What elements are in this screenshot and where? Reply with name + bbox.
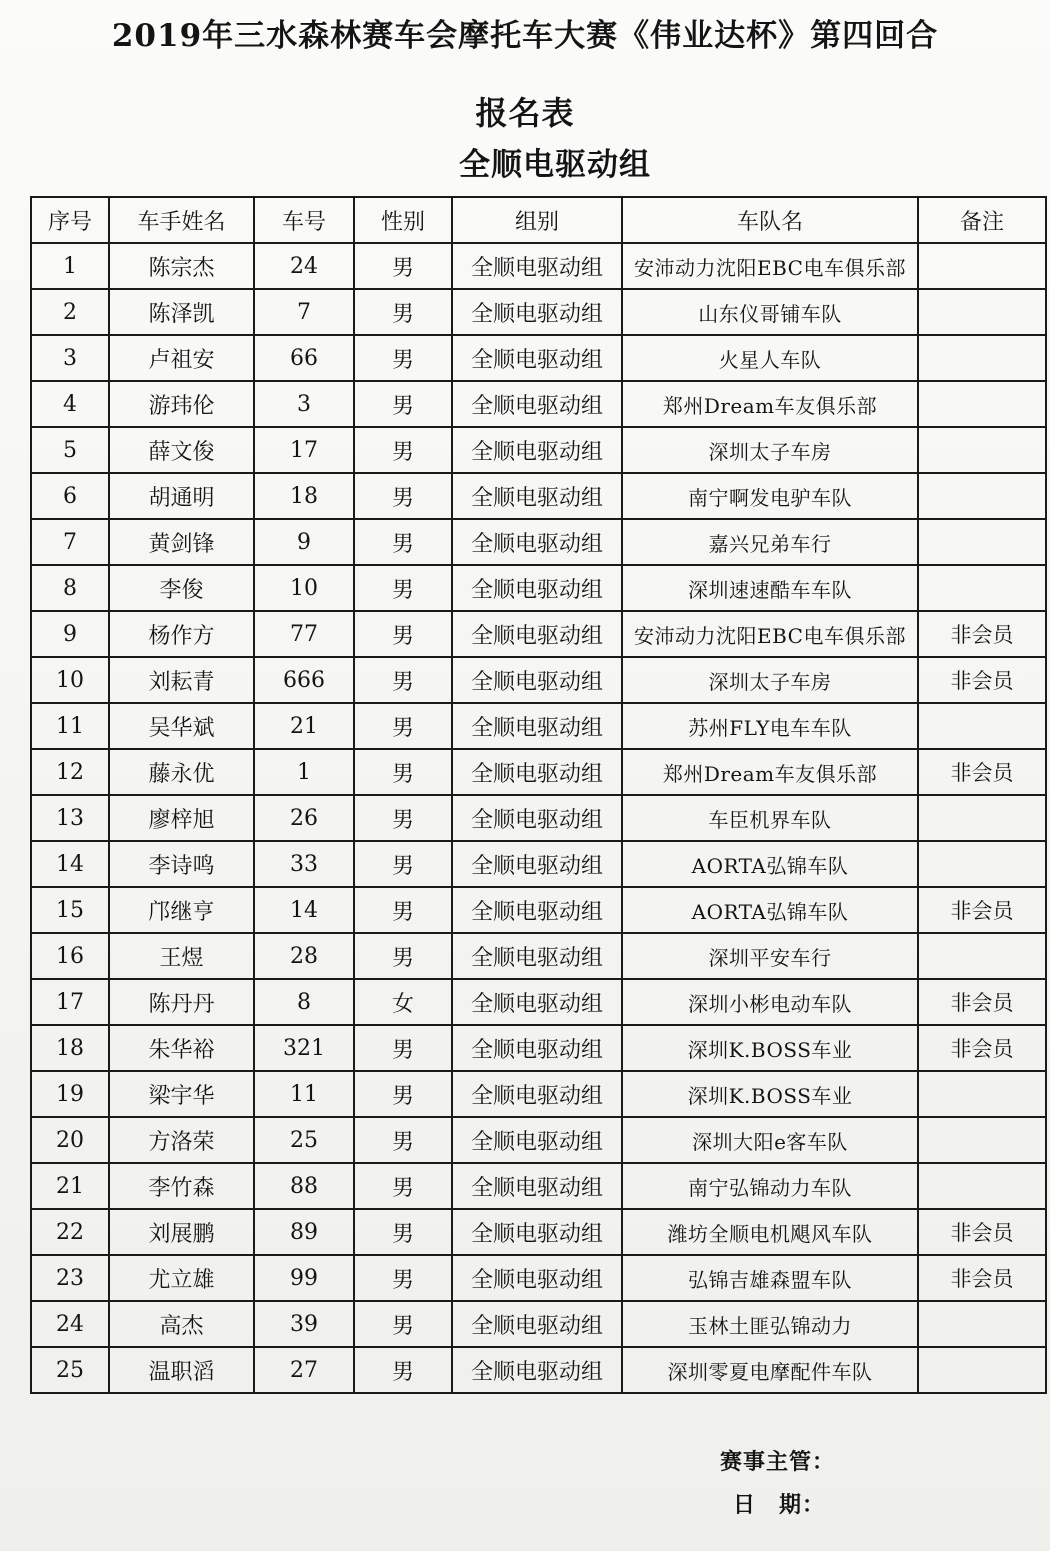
table-row [31, 749, 1046, 795]
cell-team: AORTA弘锦车队 [622, 887, 918, 933]
cell-team: 深圳大阳e客车队 [622, 1117, 918, 1163]
cell-name: 方洛荣 [109, 1117, 254, 1163]
cell-team: 安沛动力沈阳EBC电车俱乐部 [622, 243, 918, 289]
cell-name: 梁宇华 [109, 1071, 254, 1117]
cell-index: 11 [31, 703, 109, 749]
cell-gender: 男 [354, 657, 452, 703]
header-remark: 备注 [918, 197, 1046, 243]
cell-index: 5 [31, 427, 109, 473]
cell-number: 26 [254, 795, 354, 841]
cell-number: 14 [254, 887, 354, 933]
cell-gender: 男 [354, 749, 452, 795]
cell-team: 深圳小彬电动车队 [622, 979, 918, 1025]
cell-group: 全顺电驱动组 [452, 657, 622, 703]
cell-name: 黄剑锋 [109, 519, 254, 565]
cell-name: 邝继亨 [109, 887, 254, 933]
cell-index: 16 [31, 933, 109, 979]
header-index: 序号 [31, 197, 109, 243]
table-row [31, 611, 1046, 657]
cell-team: 郑州Dream车友俱乐部 [622, 381, 918, 427]
cell-group: 全顺电驱动组 [452, 243, 622, 289]
cell-group: 全顺电驱动组 [452, 335, 622, 381]
cell-remark: 非会员 [918, 1209, 1046, 1255]
cell-team: 火星人车队 [622, 335, 918, 381]
cell-name: 廖梓旭 [109, 795, 254, 841]
cell-gender: 男 [354, 381, 452, 427]
cell-group: 全顺电驱动组 [452, 1025, 622, 1071]
cell-remark: 非会员 [918, 611, 1046, 657]
cell-group: 全顺电驱动组 [452, 289, 622, 335]
table-row [31, 933, 1046, 979]
cell-group: 全顺电驱动组 [452, 703, 622, 749]
cell-number: 1 [254, 749, 354, 795]
cell-index: 2 [31, 289, 109, 335]
cell-gender: 男 [354, 795, 452, 841]
table-row [31, 841, 1046, 887]
cell-index: 1 [31, 243, 109, 289]
cell-number: 39 [254, 1301, 354, 1347]
table-row [31, 1209, 1046, 1255]
cell-gender: 男 [354, 335, 452, 381]
header-group: 组别 [452, 197, 622, 243]
cell-group: 全顺电驱动组 [452, 1163, 622, 1209]
cell-index: 7 [31, 519, 109, 565]
cell-remark [918, 933, 1046, 979]
table-row [31, 1071, 1046, 1117]
cell-group: 全顺电驱动组 [452, 611, 622, 657]
cell-name: 尤立雄 [109, 1255, 254, 1301]
cell-team: 深圳K.BOSS车业 [622, 1025, 918, 1071]
cell-group: 全顺电驱动组 [452, 565, 622, 611]
table-row [31, 887, 1046, 933]
cell-remark: 非会员 [918, 979, 1046, 1025]
cell-group: 全顺电驱动组 [452, 1071, 622, 1117]
cell-index: 9 [31, 611, 109, 657]
header-name: 车手姓名 [109, 197, 254, 243]
cell-team: 南宁啊发电驴车队 [622, 473, 918, 519]
header-gender: 性别 [354, 197, 452, 243]
cell-name: 王煜 [109, 933, 254, 979]
cell-remark [918, 1117, 1046, 1163]
cell-remark [918, 335, 1046, 381]
table-row [31, 1347, 1046, 1393]
cell-number: 10 [254, 565, 354, 611]
cell-number: 89 [254, 1209, 354, 1255]
cell-number: 666 [254, 657, 354, 703]
cell-index: 19 [31, 1071, 109, 1117]
cell-index: 13 [31, 795, 109, 841]
table-header-row [31, 197, 1046, 243]
cell-name: 陈泽凯 [109, 289, 254, 335]
cell-remark [918, 289, 1046, 335]
cell-team: 深圳K.BOSS车业 [622, 1071, 918, 1117]
cell-group: 全顺电驱动组 [452, 1301, 622, 1347]
cell-number: 17 [254, 427, 354, 473]
cell-remark [918, 703, 1046, 749]
table-row [31, 519, 1046, 565]
cell-remark [918, 1163, 1046, 1209]
cell-group: 全顺电驱动组 [452, 749, 622, 795]
cell-remark [918, 473, 1046, 519]
cell-number: 27 [254, 1347, 354, 1393]
cell-group: 全顺电驱动组 [452, 1117, 622, 1163]
cell-group: 全顺电驱动组 [452, 887, 622, 933]
cell-gender: 男 [354, 1071, 452, 1117]
cell-name: 胡通明 [109, 473, 254, 519]
cell-team: 玉林土匪弘锦动力 [622, 1301, 918, 1347]
registration-table [30, 196, 1047, 1394]
table-row [31, 1025, 1046, 1071]
cell-name: 陈宗杰 [109, 243, 254, 289]
cell-group: 全顺电驱动组 [452, 427, 622, 473]
cell-name: 刘耘青 [109, 657, 254, 703]
group-title: 全顺电驱动组 [459, 147, 651, 183]
cell-gender: 男 [354, 1301, 452, 1347]
table-row [31, 657, 1046, 703]
cell-group: 全顺电驱动组 [452, 1255, 622, 1301]
cell-index: 12 [31, 749, 109, 795]
cell-gender: 男 [354, 289, 452, 335]
cell-team: 郑州Dream车友俱乐部 [622, 749, 918, 795]
cell-index: 17 [31, 979, 109, 1025]
cell-index: 18 [31, 1025, 109, 1071]
cell-name: 杨作方 [109, 611, 254, 657]
cell-name: 李俊 [109, 565, 254, 611]
cell-group: 全顺电驱动组 [452, 933, 622, 979]
cell-name: 李诗鸣 [109, 841, 254, 887]
cell-remark [918, 1301, 1046, 1347]
cell-gender: 女 [354, 979, 452, 1025]
cell-index: 21 [31, 1163, 109, 1209]
cell-number: 11 [254, 1071, 354, 1117]
table-row [31, 795, 1046, 841]
cell-name: 陈丹丹 [109, 979, 254, 1025]
header-team: 车队名 [622, 197, 918, 243]
cell-gender: 男 [354, 1117, 452, 1163]
cell-number: 21 [254, 703, 354, 749]
cell-index: 20 [31, 1117, 109, 1163]
cell-gender: 男 [354, 1347, 452, 1393]
cell-index: 3 [31, 335, 109, 381]
cell-number: 88 [254, 1163, 354, 1209]
cell-group: 全顺电驱动组 [452, 795, 622, 841]
cell-index: 6 [31, 473, 109, 519]
cell-name: 藤永优 [109, 749, 254, 795]
cell-index: 4 [31, 381, 109, 427]
cell-gender: 男 [354, 703, 452, 749]
cell-team: 南宁弘锦动力车队 [622, 1163, 918, 1209]
cell-name: 刘展鹏 [109, 1209, 254, 1255]
table-row [31, 979, 1046, 1025]
cell-remark: 非会员 [918, 1255, 1046, 1301]
cell-team: 深圳太子车房 [622, 427, 918, 473]
cell-number: 3 [254, 381, 354, 427]
cell-index: 10 [31, 657, 109, 703]
cell-gender: 男 [354, 611, 452, 657]
table-body [31, 243, 1046, 1393]
page-title: 2019年三水森林赛车会摩托车大赛《伟业达杯》第四回合 [111, 18, 939, 54]
cell-remark [918, 381, 1046, 427]
cell-index: 25 [31, 1347, 109, 1393]
table-row [31, 243, 1046, 289]
cell-index: 23 [31, 1255, 109, 1301]
cell-name: 温职滔 [109, 1347, 254, 1393]
cell-remark: 非会员 [918, 887, 1046, 933]
cell-gender: 男 [354, 933, 452, 979]
cell-remark [918, 519, 1046, 565]
supervisor-label: 赛事主管： [720, 1449, 836, 1475]
cell-gender: 男 [354, 427, 452, 473]
cell-gender: 男 [354, 1255, 452, 1301]
cell-remark [918, 1071, 1046, 1117]
cell-team: 弘锦吉雄森盟车队 [622, 1255, 918, 1301]
cell-remark [918, 841, 1046, 887]
cell-group: 全顺电驱动组 [452, 841, 622, 887]
cell-team: AORTA弘锦车队 [622, 841, 918, 887]
cell-number: 99 [254, 1255, 354, 1301]
cell-gender: 男 [354, 841, 452, 887]
cell-group: 全顺电驱动组 [452, 1209, 622, 1255]
cell-number: 321 [254, 1025, 354, 1071]
cell-number: 8 [254, 979, 354, 1025]
cell-remark: 非会员 [918, 657, 1046, 703]
cell-number: 28 [254, 933, 354, 979]
cell-team: 山东仪哥铺车队 [622, 289, 918, 335]
header-number: 车号 [254, 197, 354, 243]
table-row [31, 565, 1046, 611]
cell-name: 吴华斌 [109, 703, 254, 749]
cell-gender: 男 [354, 519, 452, 565]
cell-number: 77 [254, 611, 354, 657]
cell-index: 14 [31, 841, 109, 887]
cell-gender: 男 [354, 1163, 452, 1209]
table-row [31, 1301, 1046, 1347]
cell-team: 深圳平安车行 [622, 933, 918, 979]
cell-team: 安沛动力沈阳EBC电车俱乐部 [622, 611, 918, 657]
cell-index: 8 [31, 565, 109, 611]
date-label: 日 期： [733, 1492, 826, 1518]
cell-team: 嘉兴兄弟车行 [622, 519, 918, 565]
cell-index: 24 [31, 1301, 109, 1347]
cell-gender: 男 [354, 473, 452, 519]
cell-group: 全顺电驱动组 [452, 381, 622, 427]
cell-name: 游玮伦 [109, 381, 254, 427]
table-row [31, 335, 1046, 381]
table-row [31, 703, 1046, 749]
cell-index: 15 [31, 887, 109, 933]
cell-group: 全顺电驱动组 [452, 519, 622, 565]
cell-name: 李竹森 [109, 1163, 254, 1209]
cell-gender: 男 [354, 565, 452, 611]
table-row [31, 473, 1046, 519]
cell-name: 薛文俊 [109, 427, 254, 473]
cell-gender: 男 [354, 1025, 452, 1071]
form-title: 报名表 [475, 94, 575, 132]
cell-index: 22 [31, 1209, 109, 1255]
cell-name: 朱华裕 [109, 1025, 254, 1071]
cell-remark [918, 427, 1046, 473]
cell-remark [918, 1347, 1046, 1393]
table-row [31, 1163, 1046, 1209]
cell-team: 深圳速速酷车车队 [622, 565, 918, 611]
table-row [31, 289, 1046, 335]
cell-group: 全顺电驱动组 [452, 979, 622, 1025]
cell-group: 全顺电驱动组 [452, 1347, 622, 1393]
table-row [31, 427, 1046, 473]
table-row [31, 381, 1046, 427]
cell-remark [918, 565, 1046, 611]
cell-number: 18 [254, 473, 354, 519]
cell-remark [918, 795, 1046, 841]
cell-remark: 非会员 [918, 749, 1046, 795]
cell-remark: 非会员 [918, 1025, 1046, 1071]
cell-group: 全顺电驱动组 [452, 473, 622, 519]
cell-name: 卢祖安 [109, 335, 254, 381]
cell-gender: 男 [354, 1209, 452, 1255]
cell-team: 深圳太子车房 [622, 657, 918, 703]
cell-team: 苏州FLY电车车队 [622, 703, 918, 749]
cell-number: 25 [254, 1117, 354, 1163]
cell-gender: 男 [354, 243, 452, 289]
cell-name: 高杰 [109, 1301, 254, 1347]
table-row [31, 1255, 1046, 1301]
cell-number: 33 [254, 841, 354, 887]
cell-remark [918, 243, 1046, 289]
cell-number: 24 [254, 243, 354, 289]
cell-gender: 男 [354, 887, 452, 933]
cell-number: 66 [254, 335, 354, 381]
cell-team: 深圳零夏电摩配件车队 [622, 1347, 918, 1393]
table-row [31, 1117, 1046, 1163]
cell-team: 潍坊全顺电机飓风车队 [622, 1209, 918, 1255]
cell-number: 9 [254, 519, 354, 565]
cell-number: 7 [254, 289, 354, 335]
cell-team: 车臣机界车队 [622, 795, 918, 841]
